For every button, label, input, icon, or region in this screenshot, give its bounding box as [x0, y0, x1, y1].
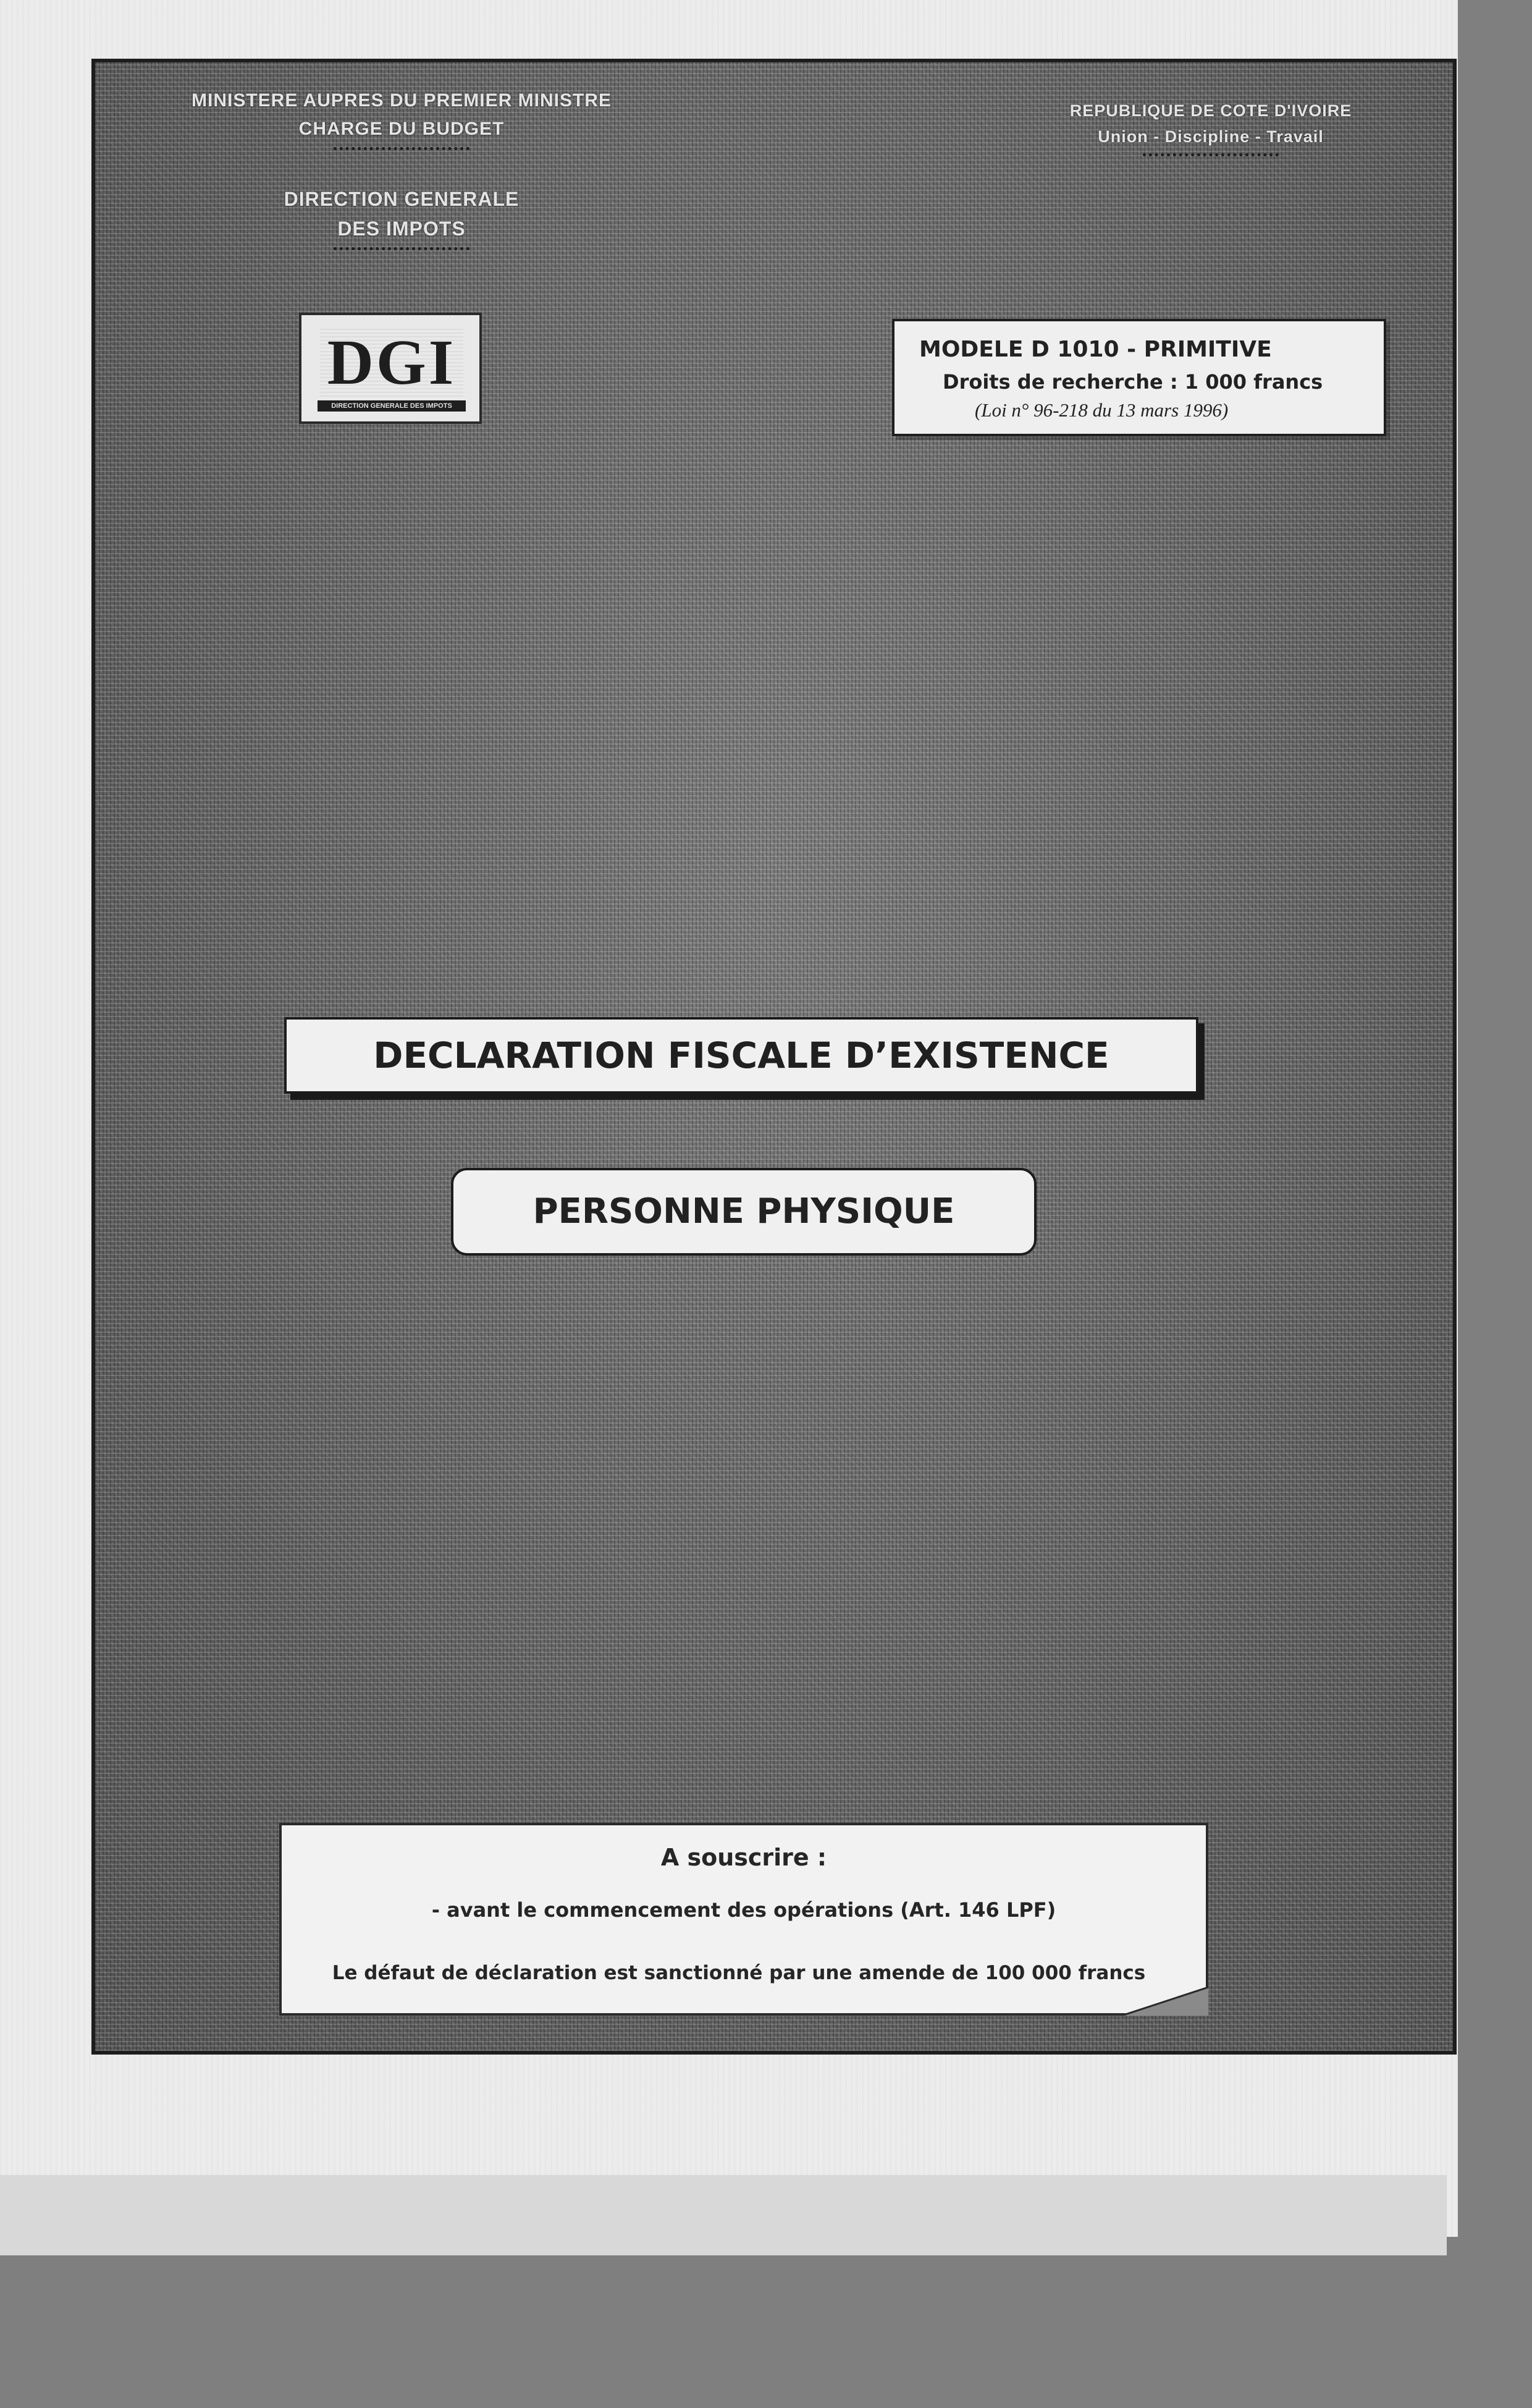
dgi-logo [299, 313, 482, 424]
model-law-reference: (Loi n° 96-218 du 13 mars 1996) [975, 399, 1229, 421]
model-title: MODELE D 1010 - PRIMITIVE [919, 337, 1272, 362]
ministry-dotted-rule [334, 147, 469, 150]
page-lower-edge [0, 2175, 1447, 2255]
ministry-line-1: MINISTERE AUPRES DU PREMIER MINISTRE [192, 90, 612, 111]
ministry-line-2: CHARGE DU BUDGET [298, 119, 505, 139]
direction-line-1: DIRECTION GENERALE [284, 188, 520, 210]
direction-line-2: DES IMPOTS [337, 218, 466, 240]
document-subtitle-box [451, 1168, 1037, 1256]
republic-motto: Union - Discipline - Travail [1098, 127, 1324, 146]
model-info-box [892, 319, 1386, 436]
notice-penalty: Le défaut de déclaration est sanctionné par une amende de 100 000 francs [332, 1962, 1146, 1984]
filing-notice-box [279, 1823, 1208, 2016]
dgi-logo-caption: DIRECTION GENERALE DES IMPOTS [318, 400, 466, 412]
republic-dotted-rule [1143, 153, 1279, 156]
ministry-header [130, 87, 673, 150]
republic-header [1025, 98, 1396, 156]
notice-heading: A souscrire : [660, 1844, 827, 1871]
notice-deadline-item: - avant le commencement des opérations (Art. 146 LPF) [431, 1898, 1056, 1922]
document-subtitle: PERSONNE PHYSIQUE [532, 1191, 955, 1231]
dgi-logo-mark: DGI [320, 329, 463, 397]
document-title-box [284, 1017, 1198, 1094]
page-curl-icon [1122, 1987, 1208, 2016]
direction-header [204, 184, 599, 250]
model-fee: Droits de recherche : 1 000 francs [943, 370, 1323, 394]
direction-dotted-rule [334, 247, 469, 250]
document-title: DECLARATION FISCALE D’EXISTENCE [373, 1034, 1109, 1076]
republic-country: REPUBLIQUE DE COTE D'IVOIRE [1069, 101, 1352, 120]
